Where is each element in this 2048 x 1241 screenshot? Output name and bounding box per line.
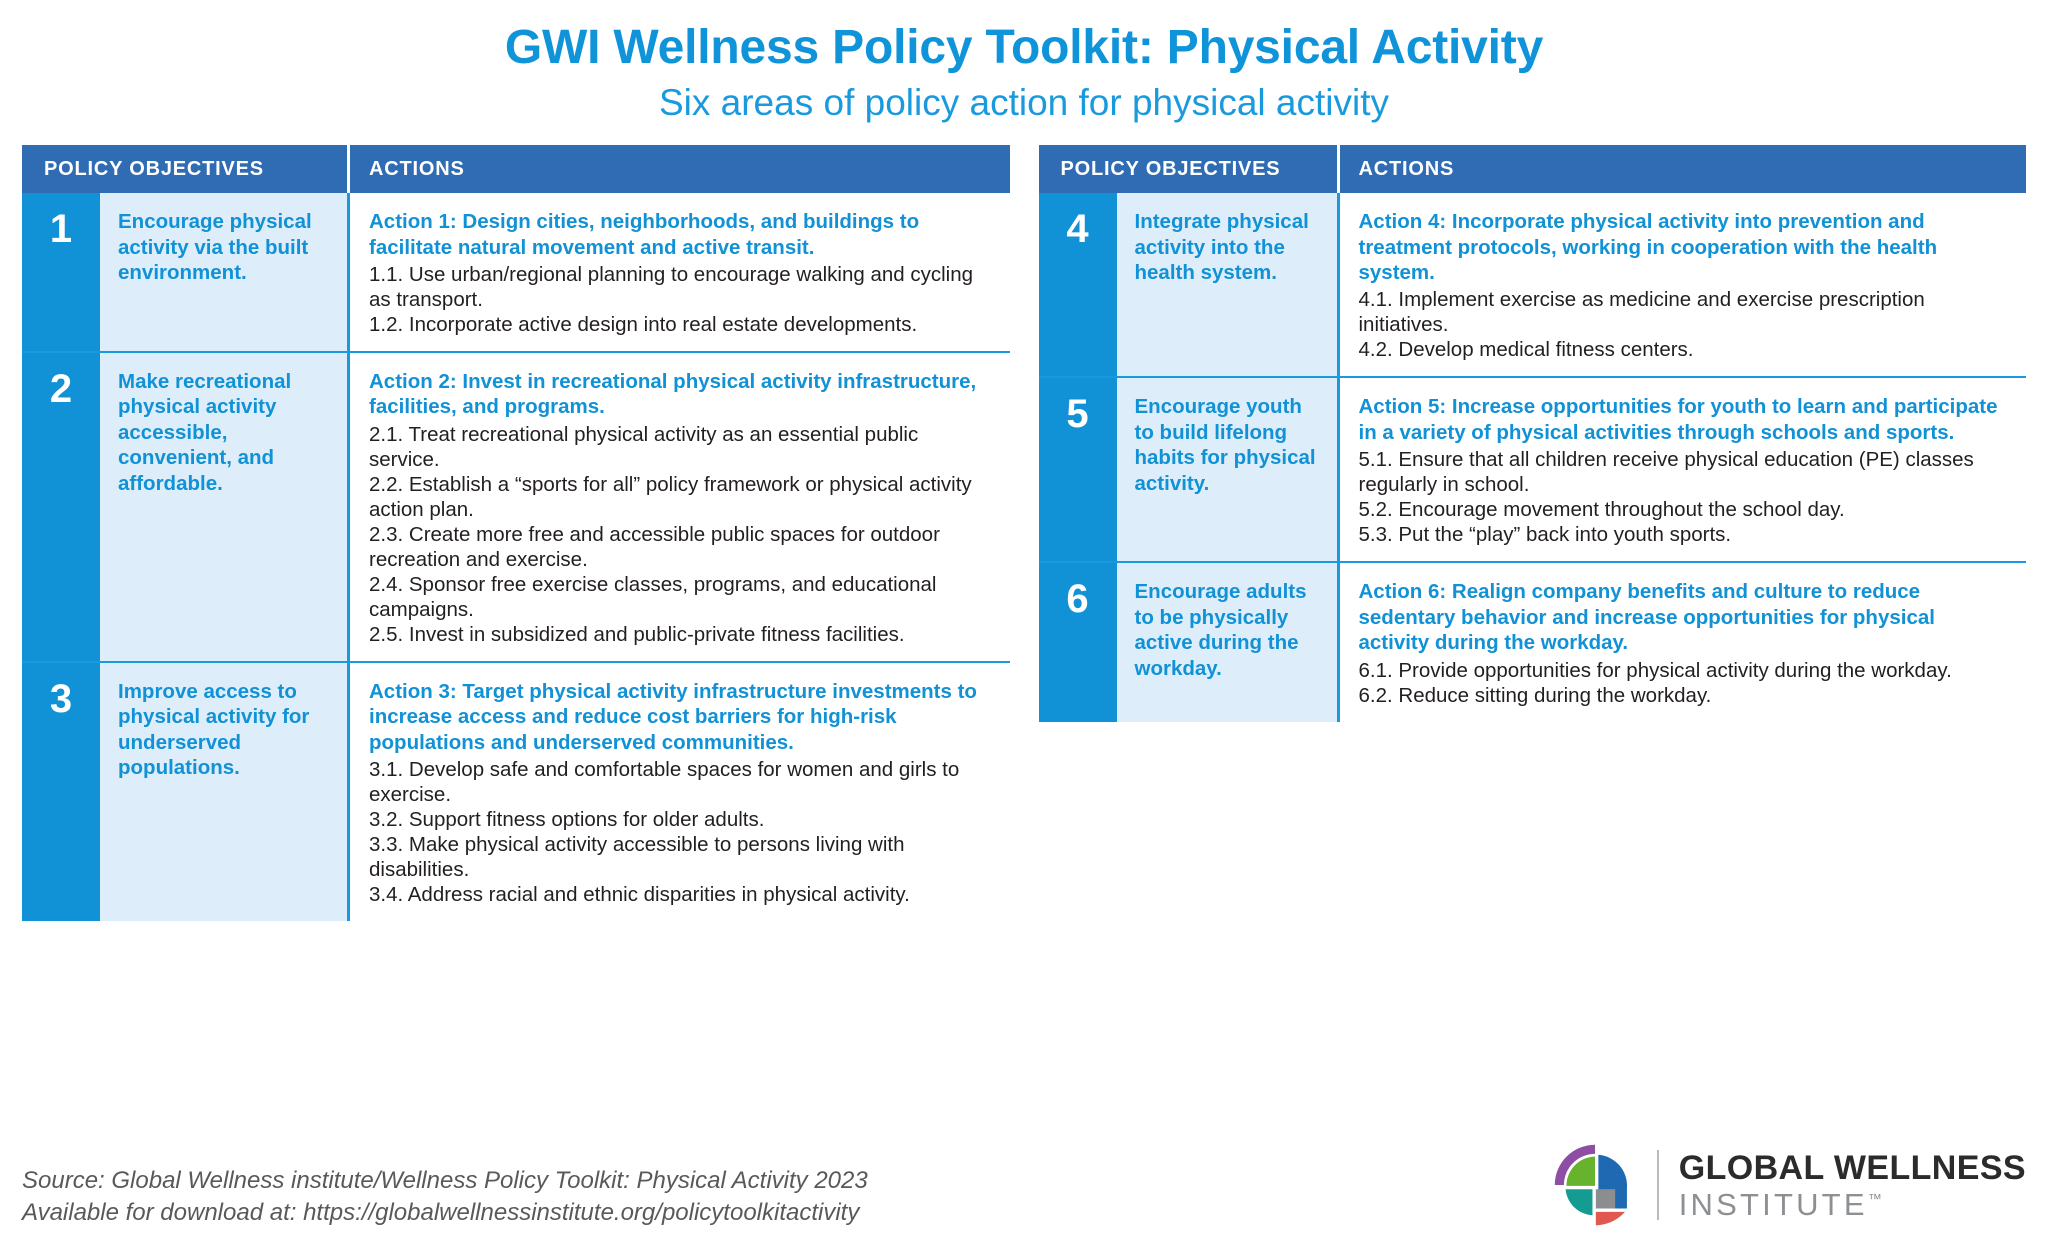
right-table-header-row <box>1039 145 2027 193</box>
column-header-policy-objectives: POLICY OBJECTIVES <box>22 145 350 193</box>
action-item: 3.4. Address racial and ethnic disparities in physical activity. <box>369 883 910 907</box>
action-heading: Action 5: Increase opportunities for youth to learn and participate in a variety of physical activities through schools and sports. <box>1358 395 1998 444</box>
column-header-policy-objectives: POLICY OBJECTIVES <box>1039 145 1340 193</box>
row-number-badge: 2 <box>22 353 100 661</box>
table-row <box>22 663 1010 921</box>
action-heading: Action 3: Target physical activity infrastructure investments to increase access and reduce cost barriers for high-risk populations and underserved communities. <box>369 679 977 754</box>
action-item: 2.3. Create more free and accessible public spaces for outdoor recreation and exercise. <box>369 522 940 571</box>
actions-cell <box>1340 193 2027 376</box>
table-row <box>22 193 1010 353</box>
row-number-badge: 3 <box>22 663 100 921</box>
logo-institute-text: INSTITUTE <box>1678 1186 1868 1222</box>
action-item: 6.1. Provide opportunities for physical activity during the workday. <box>1358 658 1952 682</box>
source-line-2: Available for download at: https://globalwellnessinstitute.org/policytoolkitactivity <box>22 1198 860 1226</box>
table-row <box>1039 563 2027 721</box>
logo-line-global-wellness: GLOBAL WELLNESS <box>1678 1148 2026 1187</box>
action-heading: Action 6: Realign company benefits and culture to reduce sedentary behavior and increase opportunities for physical activity during the workday. <box>1358 580 1935 655</box>
page-subtitle: Six areas of policy action for physical activity <box>658 81 1390 123</box>
row-number-badge: 4 <box>1039 193 1117 376</box>
action-heading: Action 4: Incorporate physical activity into prevention and treatment protocols, working in cooperation with the health system. <box>1358 210 1938 285</box>
tables-container <box>22 145 2026 921</box>
row-number-badge: 1 <box>22 193 100 351</box>
action-item: 5.3. Put the “play” back into youth sports. <box>1358 523 1732 547</box>
policy-objective-text: Encourage physical activity via the built environment. <box>100 193 350 351</box>
table-row <box>1039 193 2027 378</box>
logo-line-institute <box>1678 1186 2026 1222</box>
actions-cell <box>350 663 1010 921</box>
action-item: 2.4. Sponsor free exercise classes, programs, and educational campaigns. <box>369 572 937 621</box>
left-table-header-row <box>22 145 1010 193</box>
action-item: 2.2. Establish a “sports for all” policy framework or physical activity action plan. <box>369 472 972 521</box>
action-heading: Action 1: Design cities, neighborhoods, and buildings to facilitate natural movement and active transit. <box>369 210 920 259</box>
column-header-actions: ACTIONS <box>369 157 465 180</box>
action-item: 1.1. Use urban/regional planning to encourage walking and cycling as transport. <box>369 263 974 312</box>
policy-objective-text: Improve access to physical activity for underserved populations. <box>100 663 350 921</box>
action-item: 5.2. Encourage movement throughout the school day. <box>1358 498 1845 522</box>
action-item: 3.2. Support fitness options for older adults. <box>369 808 765 832</box>
action-item: 1.2. Incorporate active design into real estate developments. <box>369 313 918 337</box>
table-row <box>1039 378 2027 563</box>
actions-cell <box>350 193 1010 351</box>
action-item: 2.5. Invest in subsidized and public-private fitness facilities. <box>369 622 905 646</box>
row-number-badge: 6 <box>1039 563 1117 721</box>
page-title: GWI Wellness Policy Toolkit: Physical Activity <box>504 21 1544 74</box>
source-attribution <box>22 1165 868 1229</box>
logo-wordmark <box>1678 1148 2026 1222</box>
policy-objective-text: Encourage youth to build lifelong habits for physical activity. <box>1117 378 1340 561</box>
gwi-logo <box>1553 1143 2026 1229</box>
action-item: 4.1. Implement exercise as medicine and exercise prescription initiatives. <box>1358 288 1925 337</box>
left-table <box>22 145 1010 921</box>
action-item: 4.2. Develop medical fitness centers. <box>1358 338 1694 362</box>
action-item: 3.3. Make physical activity accessible to persons living with disabilities. <box>369 833 905 882</box>
actions-cell <box>1340 563 2027 721</box>
footer <box>22 1143 2026 1229</box>
source-line-1: Source: Global Wellness institute/Wellness Policy Toolkit: Physical Activity 2023 <box>22 1166 868 1194</box>
action-item: 5.1. Ensure that all children receive physical education (PE) classes regularly in school. <box>1358 448 1974 497</box>
actions-cell <box>1340 378 2027 561</box>
title-block <box>0 0 2048 123</box>
actions-cell <box>350 353 1010 661</box>
gwi-logo-mark-icon <box>1553 1143 1637 1227</box>
trademark-symbol: ™ <box>1867 1190 1882 1207</box>
action-item: 2.1. Treat recreational physical activity as an essential public service. <box>369 422 919 471</box>
action-item: 3.1. Develop safe and comfortable spaces for women and girls to exercise. <box>369 758 960 807</box>
table-row <box>22 353 1010 663</box>
policy-objective-text: Make recreational physical activity accessible, convenient, and affordable. <box>100 353 350 661</box>
column-header-actions: ACTIONS <box>1358 157 1455 180</box>
logo-divider <box>1657 1150 1659 1220</box>
row-number-badge: 5 <box>1039 378 1117 561</box>
policy-objective-text: Encourage adults to be physically active during the workday. <box>1117 563 1340 721</box>
policy-objective-text: Integrate physical activity into the health system. <box>1117 193 1340 376</box>
right-table <box>1039 145 2027 721</box>
action-heading: Action 2: Invest in recreational physical activity infrastructure, facilities, and programs. <box>369 370 977 419</box>
action-item: 6.2. Reduce sitting during the workday. <box>1358 683 1712 707</box>
